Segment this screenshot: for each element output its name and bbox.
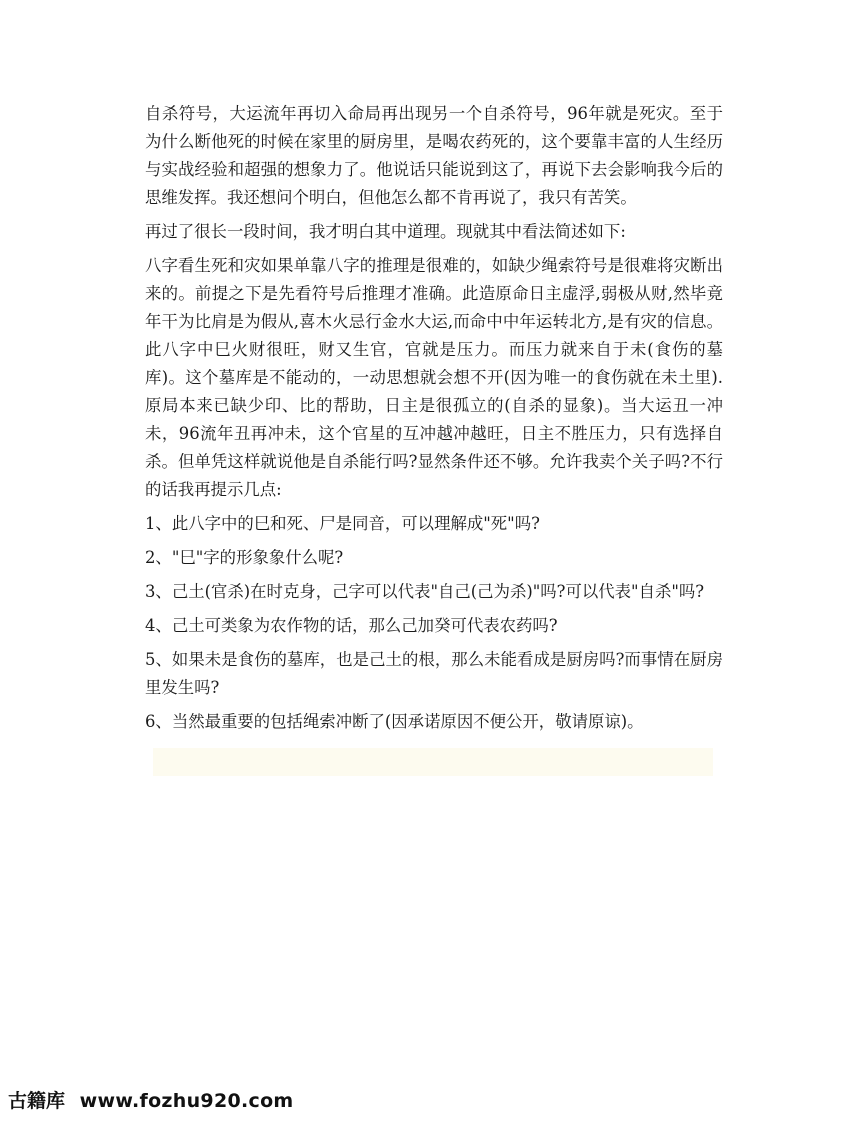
hint-item-2: 2、"巳"字的形象象什么呢?: [145, 548, 344, 567]
hint-item-4: 4、己土可类象为农作物的话，那么己加癸可代表农药吗?: [145, 616, 558, 635]
hint-item-3: 3、己土(官杀)在时克身，己字可以代表"自己(己为杀)"吗?可以代表"自杀"吗?: [145, 582, 705, 601]
document-body: [145, 100, 723, 742]
footer-watermark: [8, 1086, 294, 1113]
highlight-band: [153, 748, 713, 776]
hint-item-1: 1、此八字中的巳和死、尸是同音，可以理解成"死"吗?: [145, 514, 540, 533]
paragraph-intro: 自杀符号，大运流年再切入命局再出现另一个自杀符号，96年就是死灾。至于为什么断他死的时候在家里的厨房里，是喝农药死的，这个要靠丰富的人生经历与实战经验和超强的想象力了。他说话只能说到这了，再说下去会影响我今后的思维发挥。我还想问个明白，但他怎么都不肯再说了，我只有苦笑。: [145, 104, 723, 207]
paragraph-explanation-lead: 再过了很长一段时间，我才明白其中道理。现就其中看法简述如下:: [145, 222, 626, 241]
footer-brand: 古籍库: [8, 1090, 66, 1112]
paragraph-analysis: 八字看生死和灾如果单靠八字的推理是很难的，如缺少绳索符号是很难将灾断出来的。前提之下是先看符号后推理才准确。此造原命日主虚浮,弱极从财,然毕竟年干为比肩是为假从,喜木火忌行金水大运,而命中中年运转北方,是有灾的信息。此八字中巳火财很旺，财又生官，官就是压力。而压力就来自于未(食伤的墓库)。这个墓库是不能动的，一动思想就会想不开(因为唯一的食伤就在未土里).原局本来已缺少印、比的帮助，日主是很孤立的(自杀的显象)。当大运丑一冲未，96流年丑再冲未，这个官星的互冲越冲越旺，日主不胜压力，只有选择自杀。但单凭这样就说他是自杀能行吗?显然条件还不够。允许我卖个关子吗?不行的话我再提示几点:: [145, 256, 723, 499]
hint-item-5: 5、如果未是食伤的墓库，也是己土的根，那么未能看成是厨房吗?而事情在厨房里发生吗?: [145, 650, 723, 697]
hint-item-6: 6、当然最重要的包括绳索冲断了(因承诺原因不便公开，敬请原谅)。: [145, 712, 644, 731]
footer-url: www.fozhu920.com: [79, 1090, 294, 1112]
